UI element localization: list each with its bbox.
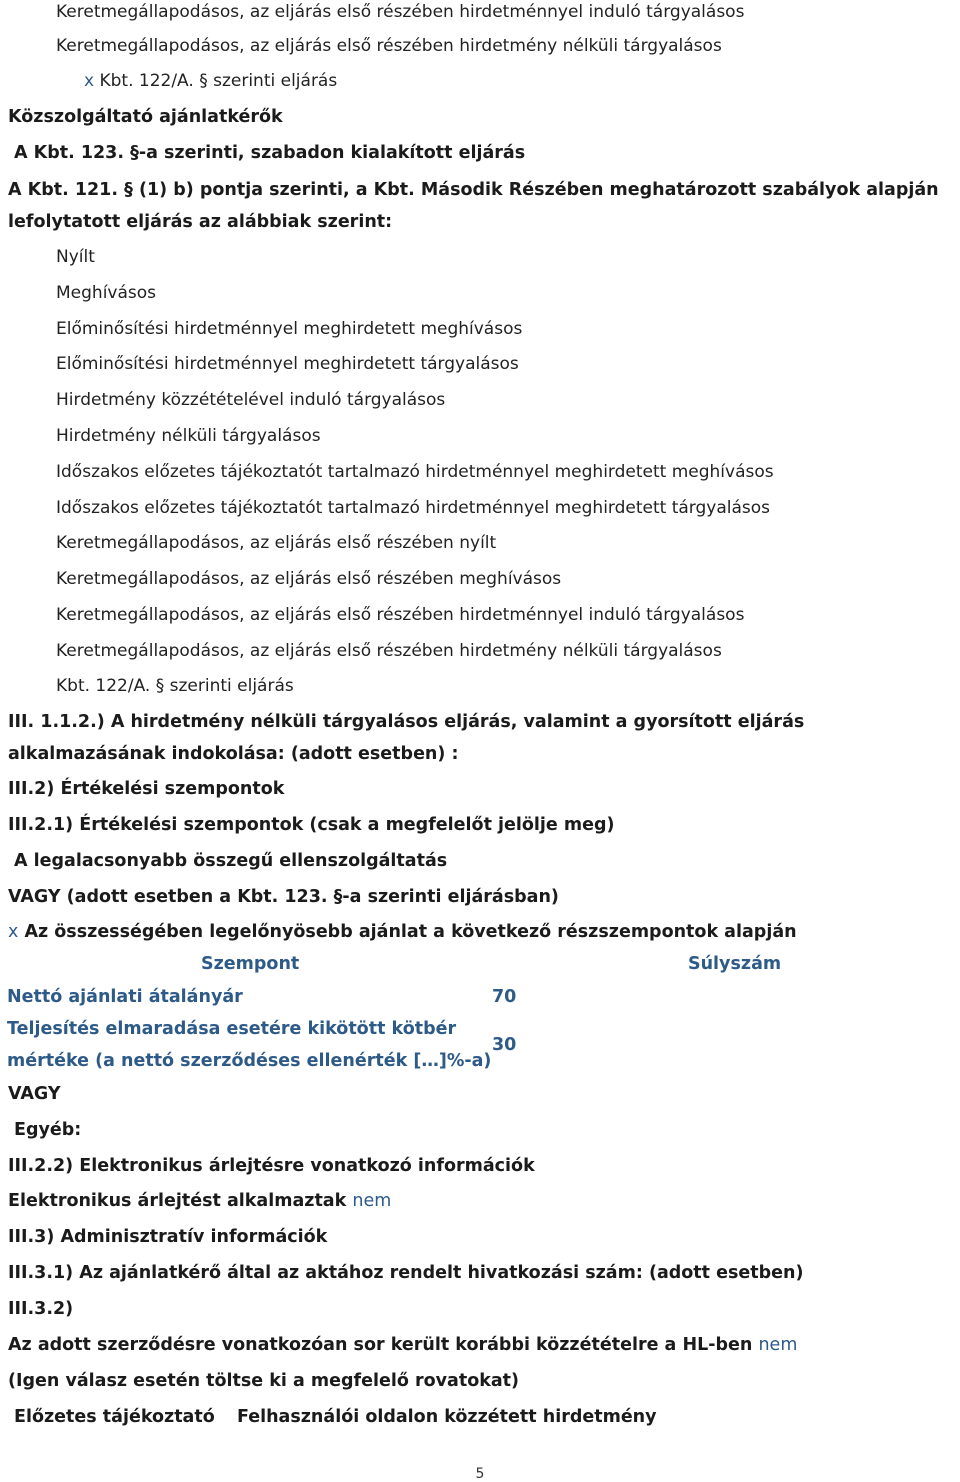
- table-cell-weight: 30: [492, 1035, 517, 1055]
- procedure-option: Meghívásos: [56, 283, 157, 303]
- criterion-vagy-line: VAGY (adott esetben a Kbt. 123. §-a szerinti eljárásban): [8, 887, 559, 907]
- section-iii-1-1-2: III. 1.1.2.) A hirdetmény nélküli tárgyalásos eljárás, valamint a gyorsított eljárás alkalmazásának indokolása: (adott esetben) :: [8, 712, 805, 764]
- procedure-type-paragraph: A Kbt. 121. § (1) b) pontja szerinti, a Kbt. Második Részében meghatározott szabályok alapján lefolytatott eljárás az alábbiak szerint:: [8, 180, 939, 232]
- page-number: 5: [475, 1466, 485, 1482]
- procedure-option: Keretmegállapodásos, az eljárás első részében nyílt: [56, 533, 497, 553]
- egyeb-label: Egyéb:: [14, 1120, 82, 1140]
- criterion-option-lowest-price: A legalacsonyabb összegű ellenszolgáltatás: [14, 851, 448, 871]
- procedure-option: Előminősítési hirdetménnyel meghirdetett meghívásos: [56, 319, 523, 339]
- procedure-option: Keretmegállapodásos, az eljárás első részében hirdetmény nélküli tárgyalásos: [56, 36, 722, 56]
- criterion-option-best-value: [8, 920, 797, 944]
- procedure-option: Keretmegállapodásos, az eljárás első részében hirdetmény nélküli tárgyalásos: [56, 641, 722, 661]
- section-iii-3: III.3) Adminisztratív információk: [8, 1227, 328, 1247]
- procedure-option: Nyílt: [56, 247, 95, 267]
- criterion-option-label: Az összességében legelőnyösebb ajánlat a következő részszempontok alapján: [24, 922, 797, 942]
- section-iii-3-1: III.3.1) Az ajánlatkérő által az aktához rendelt hivatkozási szám: (adott esetben): [8, 1263, 804, 1283]
- electronic-auction-value: nem: [352, 1191, 392, 1211]
- publication-options: [14, 1405, 657, 1429]
- procedure-option: Keretmegállapodásos, az eljárás első részében hirdetménnyel induló tárgyalásos: [56, 2, 745, 22]
- section-iii-2: III.2) Értékelési szempontok: [8, 779, 285, 799]
- procedure-option: Előminősítési hirdetménnyel meghirdetett tárgyalásos: [56, 354, 519, 374]
- selected-marker: x: [8, 922, 19, 942]
- section-heading: Közszolgáltató ajánlatkérők: [8, 107, 283, 127]
- procedure-option: Időszakos előzetes tájékoztatót tartalmazó hirdetménnyel meghirdetett meghívásos: [56, 462, 774, 482]
- procedure-option: Keretmegállapodásos, az eljárás első részében meghívásos: [56, 569, 562, 589]
- section-iii-3-2: III.3.2): [8, 1299, 74, 1319]
- procedure-option: Hirdetmény közzétételével induló tárgyalásos: [56, 390, 446, 410]
- table-cell-criterion: Nettó ajánlati átalányár: [7, 987, 243, 1007]
- table-header-weight: Súlyszám: [688, 954, 782, 974]
- table-cell-weight: 70: [492, 987, 517, 1007]
- procedure-option-label: Kbt. 122/A. § szerinti eljárás: [99, 71, 338, 91]
- section-iii-2-1: III.2.1) Értékelési szempontok (csak a megfelelőt jelölje meg): [8, 815, 615, 835]
- selected-marker: x: [84, 71, 95, 91]
- procedure-option: Keretmegállapodásos, az eljárás első részében hirdetménnyel induló tárgyalásos: [56, 605, 745, 625]
- hl-publication-label: Az adott szerződésre vonatkozóan sor került korábbi közzétételre a HL-ben: [8, 1335, 753, 1355]
- electronic-auction-line: [8, 1189, 391, 1213]
- table-cell-criterion: mértéke (a nettó szerződéses ellenérték […]%-a): [7, 1051, 492, 1071]
- hl-publication-line: [8, 1333, 797, 1357]
- option-elozetes: Előzetes tájékoztató: [14, 1407, 215, 1427]
- procedure-option: Időszakos előzetes tájékoztatót tartalmazó hirdetménnyel meghirdetett tárgyalásos: [56, 498, 771, 518]
- electronic-auction-label: Elektronikus árlejtést alkalmaztak: [8, 1191, 347, 1211]
- procedure-option: Hirdetmény nélküli tárgyalásos: [56, 426, 321, 446]
- igen-note: (Igen válasz esetén töltse ki a megfelelő rovatokat): [8, 1371, 520, 1391]
- procedure-option-selected: [84, 69, 337, 93]
- procedure-type-line: A Kbt. 123. §-a szerinti, szabadon kialakított eljárás: [14, 143, 526, 163]
- hl-publication-value: nem: [758, 1335, 798, 1355]
- table-cell-criterion: Teljesítés elmaradása esetére kikötött kötbér: [7, 1019, 457, 1039]
- vagy-label: VAGY: [8, 1084, 61, 1104]
- section-iii-2-2: III.2.2) Elektronikus árlejtésre vonatkozó információk: [8, 1156, 535, 1176]
- procedure-option: Kbt. 122/A. § szerinti eljárás: [56, 676, 294, 696]
- table-header-criterion: Szempont: [201, 954, 300, 974]
- option-felhasznaloi: Felhasználói oldalon közzétett hirdetmény: [236, 1407, 657, 1427]
